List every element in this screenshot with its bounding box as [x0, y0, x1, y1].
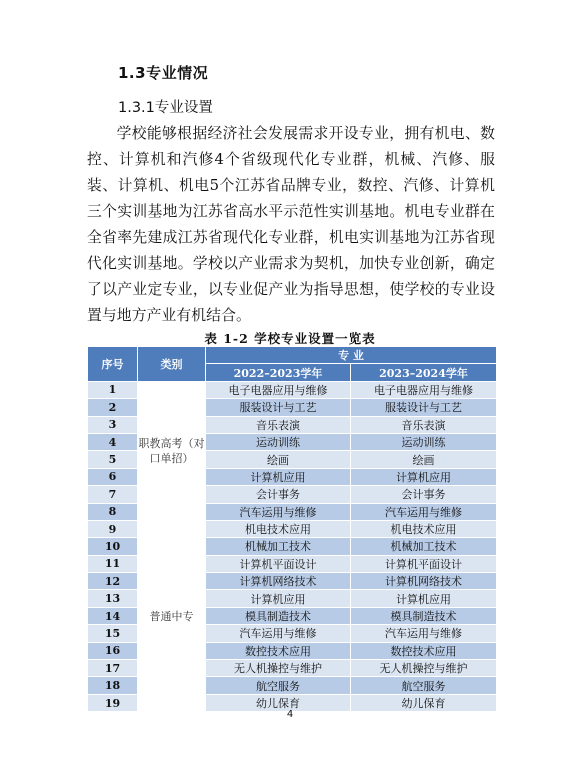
major-2023-2024: 机电技术应用 — [351, 520, 497, 537]
major-2023-2024: 会计事务 — [351, 486, 497, 503]
major-2023-2024: 服装设计与工艺 — [351, 399, 497, 416]
row-number: 14 — [88, 607, 138, 624]
major-2022-2023: 电子电器应用与维修 — [206, 381, 351, 398]
major-2022-2023: 无人机操控与维护 — [206, 660, 351, 677]
table-row — [88, 520, 497, 537]
major-2022-2023: 运动训练 — [206, 433, 351, 450]
row-number: 10 — [88, 538, 138, 555]
major-2022-2023: 计算机应用 — [206, 590, 351, 607]
major-2022-2023: 会计事务 — [206, 486, 351, 503]
major-2023-2024: 航空服务 — [351, 677, 497, 694]
row-number: 9 — [88, 520, 138, 537]
table-caption: 表 1-2 学校专业设置一览表 — [204, 331, 376, 346]
major-2023-2024: 电子电器应用与维修 — [351, 381, 497, 398]
major-2022-2023: 服装设计与工艺 — [206, 399, 351, 416]
major-2023-2024: 幼儿保育 — [351, 694, 497, 711]
major-2022-2023: 绘画 — [206, 451, 351, 468]
major-2022-2023: 汽车运用与维修 — [206, 625, 351, 642]
major-2023-2024: 计算机网络技术 — [351, 573, 497, 590]
major-2023-2024: 计算机平面设计 — [351, 555, 497, 572]
major-table — [87, 346, 497, 712]
major-2023-2024: 数控技术应用 — [351, 642, 497, 659]
row-number: 15 — [88, 625, 138, 642]
row-number: 1 — [88, 381, 138, 398]
major-2022-2023: 数控技术应用 — [206, 642, 351, 659]
row-number: 18 — [88, 677, 138, 694]
major-2023-2024: 运动训练 — [351, 433, 497, 450]
major-2023-2024: 汽车运用与维修 — [351, 625, 497, 642]
header-year-2023: 2023–2024学年 — [351, 364, 497, 381]
major-2023-2024: 绘画 — [351, 451, 497, 468]
section-heading: 1.3专业情况 — [118, 64, 209, 82]
major-2022-2023: 机械加工技术 — [206, 538, 351, 555]
major-2022-2023: 音乐表演 — [206, 416, 351, 433]
major-2022-2023: 模具制造技术 — [206, 607, 351, 624]
category-zhongzhuan: 普通中专 — [138, 520, 206, 711]
major-2022-2023: 机电技术应用 — [206, 520, 351, 537]
major-2022-2023: 汽车运用与维修 — [206, 503, 351, 520]
table-row — [88, 381, 497, 398]
major-2023-2024: 计算机应用 — [351, 468, 497, 485]
row-number: 3 — [88, 416, 138, 433]
row-number: 12 — [88, 573, 138, 590]
row-number: 4 — [88, 433, 138, 450]
header-category: 类别 — [138, 347, 206, 382]
major-2023-2024: 汽车运用与维修 — [351, 503, 497, 520]
header-major: 专 业 — [206, 347, 497, 364]
major-2022-2023: 幼儿保育 — [206, 694, 351, 711]
major-2023-2024: 模具制造技术 — [351, 607, 497, 624]
major-2023-2024: 计算机应用 — [351, 590, 497, 607]
major-2023-2024: 音乐表演 — [351, 416, 497, 433]
row-number: 11 — [88, 555, 138, 572]
major-2023-2024: 机械加工技术 — [351, 538, 497, 555]
row-number: 16 — [88, 642, 138, 659]
subsection-heading: 1.3.1专业设置 — [118, 100, 213, 116]
major-2022-2023: 计算机应用 — [206, 468, 351, 485]
row-number: 7 — [88, 486, 138, 503]
major-2022-2023: 航空服务 — [206, 677, 351, 694]
table-body — [88, 381, 497, 711]
row-number: 17 — [88, 660, 138, 677]
row-number: 2 — [88, 399, 138, 416]
row-number: 13 — [88, 590, 138, 607]
page-number: 4 — [286, 709, 294, 720]
category-gaokao: 职教高考（对口单招） — [138, 381, 206, 520]
row-number: 8 — [88, 503, 138, 520]
major-2023-2024: 无人机操控与维护 — [351, 660, 497, 677]
row-number: 6 — [88, 468, 138, 485]
header-year-2022: 2022–2023学年 — [206, 364, 351, 381]
header-seq: 序号 — [88, 347, 138, 382]
body-paragraph: 学校能够根据经济社会发展需求开设专业，拥有机电、数控、计算机和汽修4个省级现代化专业群，机械、汽修、服装、计算机、机电5个江苏省品牌专业，数控、汽修、计算机三个实训基地为江苏省高水平示范性实训基地。机电专业群在全省率先建成江苏省现代化专业群，机电实训基地为江苏省现代化实训基地。学校以产业需求为契机，加快专业创新，确定了以产业定专业，以专业促产业为指导思想，使学校的专业设置与地方产业有机结合。 — [87, 125, 495, 324]
row-number: 19 — [88, 694, 138, 711]
major-2022-2023: 计算机网络技术 — [206, 573, 351, 590]
row-number: 5 — [88, 451, 138, 468]
major-2022-2023: 计算机平面设计 — [206, 555, 351, 572]
